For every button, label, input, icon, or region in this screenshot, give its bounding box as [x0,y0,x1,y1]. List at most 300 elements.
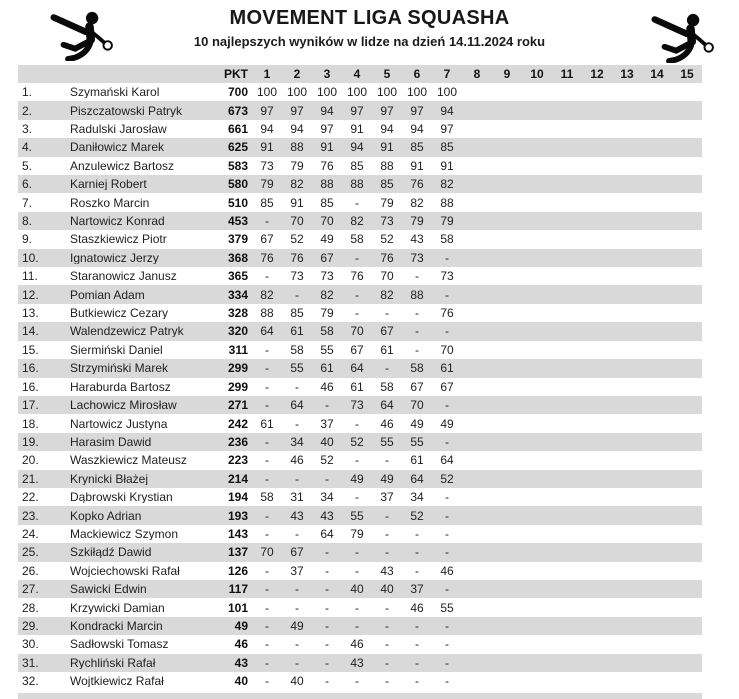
score-cell: - [295,526,299,541]
score-cell: 43 [380,563,394,578]
score-cell: - [415,342,419,357]
pkt-cell: 46 [234,637,248,652]
score-cell: 88 [380,158,394,173]
score-cell: 31 [290,490,304,505]
pkt-cell: 194 [227,490,248,505]
rank-cell: 21. [22,471,39,486]
score-cell: 91 [380,140,394,155]
rank-cell: 11. [22,269,38,284]
score-cell: - [445,287,449,302]
score-cell: 67 [440,379,454,394]
score-cell: 70 [320,214,334,229]
player-name-cell: Szymański Karol [70,86,160,99]
score-cell: 73 [350,398,364,413]
rank-cell: 16. [22,361,39,376]
rank-cell: 28. [22,600,39,615]
score-cell: - [265,637,269,652]
score-cell: 55 [320,342,334,357]
player-name-cell: Nartowicz Konrad [70,215,165,228]
pkt-cell: 137 [227,545,248,560]
score-cell: - [265,582,269,597]
score-cell: 34 [410,490,424,505]
score-cell: 40 [380,582,394,597]
score-cell: 97 [320,122,334,137]
rank-cell: 18. [22,416,39,431]
score-cell: 94 [380,122,394,137]
score-cell: 82 [380,287,394,302]
rank-cell: 20. [22,453,39,468]
rank-cell: 7. [22,195,33,210]
header-round-11-cell: 11 [560,67,574,81]
score-cell: 73 [320,269,334,284]
header-round-14-cell: 14 [650,67,664,81]
score-cell: - [265,600,269,615]
rank-cell: 9. [22,232,33,247]
player-name-cell: Anzulewicz Bartosz [70,159,175,172]
pkt-cell: 126 [227,563,248,578]
rank-cell: 2. [22,103,33,118]
score-cell: - [385,526,389,541]
table-row [18,83,702,101]
table-row [18,267,702,285]
rank-cell: 30. [22,637,39,652]
player-name-cell: Daniłowicz Marek [70,141,165,154]
score-cell: - [265,453,269,468]
score-cell: 37 [320,416,334,431]
score-cell: - [265,434,269,449]
score-cell: - [265,379,269,394]
score-cell: 64 [410,471,424,486]
player-name-cell: Wojtkiewicz Rafał [70,675,164,688]
score-cell: - [445,398,449,413]
score-cell: - [295,379,299,394]
pkt-cell: 700 [227,85,248,100]
header-round-8-cell: 8 [473,67,481,81]
player-name-cell: Karniej Robert [70,178,147,191]
score-cell: - [415,674,419,689]
pkt-cell: 625 [227,140,248,155]
table-row [18,193,702,211]
header-round-13-cell: 13 [620,67,634,81]
score-cell: - [445,655,449,670]
score-cell: 64 [260,324,274,339]
score-cell: 82 [320,287,334,302]
score-cell: 97 [440,122,454,137]
score-cell: 40 [320,434,334,449]
rank-cell: 15. [22,342,39,357]
header-round-4-cell: 4 [353,67,361,81]
pkt-cell: 299 [227,361,248,376]
league-table [18,65,702,699]
table-header-row [18,65,702,83]
table-row [18,378,702,396]
score-cell: 70 [350,324,364,339]
score-cell: - [355,490,359,505]
score-cell: 67 [380,324,394,339]
score-cell: - [325,600,329,615]
score-cell: 46 [410,600,424,615]
score-cell: - [355,600,359,615]
pkt-cell: 328 [227,306,248,321]
score-cell: - [415,269,419,284]
score-cell: 64 [290,398,304,413]
pkt-cell: 143 [227,526,248,541]
score-cell: 70 [260,545,274,560]
rank-cell: 19. [22,434,39,449]
score-cell: 67 [350,342,364,357]
score-cell: 94 [320,103,334,118]
score-cell: - [355,195,359,210]
score-cell: 76 [350,269,364,284]
rank-cell: 10. [22,250,39,265]
score-cell: 88 [320,177,334,192]
table-row [18,617,702,635]
rank-cell: 27. [22,582,39,597]
header-round-15-cell: 15 [680,67,694,81]
pkt-cell: 673 [227,103,248,118]
score-cell: 70 [290,214,304,229]
player-name-cell: Wojciechowski Rafał [70,564,180,577]
score-cell: 91 [410,158,424,173]
score-cell: 55 [290,361,304,376]
score-cell: - [325,398,329,413]
score-cell: 76 [290,250,304,265]
score-cell: 52 [410,508,424,523]
score-cell: - [265,655,269,670]
pkt-cell: 320 [227,324,248,339]
score-cell: - [325,582,329,597]
score-cell: 73 [410,250,424,265]
player-name-cell: Pomian Adam [70,288,145,301]
score-cell: 94 [350,140,364,155]
score-cell: 49 [320,232,334,247]
score-cell: 58 [440,232,454,247]
pkt-cell: 311 [228,342,248,357]
score-cell: 64 [440,453,454,468]
table-row [18,488,702,506]
header-pkt-cell: PKT [224,67,248,81]
score-cell: - [385,453,389,468]
table-row [18,470,702,488]
score-cell: - [355,618,359,633]
player-name-cell: Siermiński Daniel [70,343,163,356]
player-name-cell: Waszkiewicz Mateusz [70,454,187,467]
pkt-cell: 583 [227,158,248,173]
score-cell: 58 [290,342,304,357]
score-cell: 85 [320,195,334,210]
player-name-cell: Strzymiński Marek [70,362,169,375]
rank-cell: 26. [22,563,39,578]
score-cell: - [415,618,419,633]
score-cell: - [265,508,269,523]
rank-cell: 13. [22,306,39,321]
table-body [18,83,702,690]
player-name-cell: Szkiłądź Dawid [70,546,152,559]
header-round-5-cell: 5 [383,67,391,81]
pkt-cell: 117 [228,582,248,597]
score-cell: - [265,674,269,689]
score-cell: - [265,526,269,541]
table-row [18,598,702,616]
score-cell: - [325,674,329,689]
player-name-cell: Walendzewicz Patryk [70,325,184,338]
score-cell: 52 [440,471,454,486]
partial-row-stripe [18,693,702,699]
score-cell: - [265,342,269,357]
player-name-cell: Rychliński Rafał [70,656,156,669]
score-cell: 85 [350,158,364,173]
score-cell: - [265,563,269,578]
player-name-cell: Butkiewicz Cezary [70,307,169,320]
player-name-cell: Lachowicz Mirosław [70,399,177,412]
score-cell: 37 [410,582,424,597]
table-row [18,635,702,653]
score-cell: - [385,508,389,523]
score-cell: 88 [290,140,304,155]
score-cell: 67 [290,545,304,560]
score-cell: 46 [290,453,304,468]
score-cell: 82 [290,177,304,192]
score-cell: 55 [380,434,394,449]
pkt-cell: 661 [227,122,248,137]
score-cell: 82 [260,287,274,302]
score-cell: - [355,674,359,689]
pkt-cell: 101 [227,600,248,615]
score-cell: - [265,471,269,486]
score-cell: 49 [290,618,304,633]
score-cell: - [355,563,359,578]
score-cell: - [325,545,329,560]
score-cell: 37 [380,490,394,505]
rank-cell: 5. [22,158,33,173]
header-round-9-cell: 9 [503,67,511,81]
score-cell: - [415,526,419,541]
pkt-cell: 299 [227,379,248,394]
player-name-cell: Staranowicz Janusz [70,270,177,283]
score-cell: - [265,618,269,633]
page-subtitle: 10 najlepszych wyników w lidze na dzień 14.11.2024 roku [193,34,546,49]
table-row [18,433,702,451]
score-cell: - [445,637,449,652]
pkt-cell: 193 [227,508,248,523]
score-cell: 70 [410,398,424,413]
score-cell: 37 [290,563,304,578]
score-cell: 73 [260,158,274,173]
score-cell: 88 [440,195,454,210]
score-cell: - [325,563,329,578]
score-cell: - [385,618,389,633]
score-cell: 100 [346,85,368,100]
score-cell: 79 [350,526,364,541]
table-row [18,138,702,156]
player-name-cell: Nartowicz Justyna [70,417,168,430]
score-cell: 40 [290,674,304,689]
score-cell: 67 [410,379,424,394]
score-cell: - [265,269,269,284]
score-cell: 73 [440,269,454,284]
player-name-cell: Haraburda Bartosz [70,380,171,393]
rank-cell: 12. [22,287,39,302]
score-cell: 58 [260,490,274,505]
score-cell: - [355,545,359,560]
score-cell: - [445,545,449,560]
table-row [18,285,702,303]
pkt-cell: 223 [227,453,248,468]
table-row [18,543,702,561]
score-cell: 91 [260,140,274,155]
score-cell: 49 [440,416,454,431]
score-cell: 85 [260,195,274,210]
score-cell: 52 [380,232,394,247]
rank-cell: 1. [22,85,33,100]
table-row [18,304,702,322]
score-cell: 64 [380,398,394,413]
score-cell: 49 [410,416,424,431]
score-cell: - [265,214,269,229]
score-cell: 91 [350,122,364,137]
pkt-cell: 43 [234,655,248,670]
header-round-1-cell: 1 [263,67,271,81]
score-cell: 73 [380,214,394,229]
score-cell: 79 [320,306,334,321]
score-cell: 67 [320,250,334,265]
score-cell: 67 [260,232,274,247]
score-cell: - [355,306,359,321]
pkt-cell: 334 [227,287,248,302]
score-cell: 79 [290,158,304,173]
score-cell: 85 [290,306,304,321]
player-name-cell: Kopko Adrian [70,509,142,522]
score-cell: - [265,361,269,376]
score-cell: - [445,582,449,597]
score-cell: 52 [350,434,364,449]
player-name-cell: Ignatowicz Jerzy [70,251,159,264]
score-cell: 61 [260,416,274,431]
score-cell: 79 [410,214,424,229]
score-cell: - [295,471,299,486]
pkt-cell: 379 [227,232,248,247]
score-cell: - [415,545,419,560]
player-name-cell: Kondracki Marcin [70,619,163,632]
score-cell: 82 [440,177,454,192]
score-cell: 79 [380,195,394,210]
score-cell: 46 [440,563,454,578]
score-cell: 97 [260,103,274,118]
rank-cell: 17. [22,398,39,413]
header-round-7-cell: 7 [443,67,451,81]
score-cell: - [445,526,449,541]
score-cell: - [325,618,329,633]
score-cell: 61 [440,361,454,376]
score-cell: - [265,398,269,413]
player-name-cell: Krzywicki Damian [70,601,165,614]
pkt-cell: 236 [227,434,248,449]
score-cell: 97 [410,103,424,118]
score-cell: 100 [406,85,428,100]
score-cell: - [415,306,419,321]
score-cell: - [355,453,359,468]
score-cell: 88 [260,306,274,321]
score-cell: 55 [350,508,364,523]
table-row [18,322,702,340]
table-row [18,672,702,690]
rank-cell: 6. [22,177,33,192]
score-cell: - [295,582,299,597]
pkt-cell: 242 [227,416,248,431]
pkt-cell: 453 [227,214,248,229]
pkt-cell: 49 [234,618,248,633]
rank-cell: 32. [22,674,39,689]
score-cell: - [415,637,419,652]
score-cell: - [385,306,389,321]
score-cell: 46 [350,637,364,652]
score-cell: - [325,471,329,486]
score-cell: 55 [410,434,424,449]
score-cell: - [445,508,449,523]
rank-cell: 14. [22,324,39,339]
player-name-cell: Sadłowski Tomasz [70,638,169,651]
table-row [18,359,702,377]
header-round-3-cell: 3 [323,67,331,81]
header-round-6-cell: 6 [413,67,421,81]
score-cell: 76 [260,250,274,265]
rank-cell: 3. [22,122,33,137]
table-row [18,654,702,672]
table-row [18,157,702,175]
rank-cell: 31. [22,655,39,670]
score-cell: 61 [350,379,364,394]
rank-cell: 24. [22,526,39,541]
score-cell: - [385,637,389,652]
score-cell: 55 [440,600,454,615]
table-row [18,562,702,580]
score-cell: 100 [286,85,308,100]
score-cell: 61 [380,342,394,357]
score-cell: - [415,324,419,339]
score-cell: 61 [320,361,334,376]
score-cell: 100 [376,85,398,100]
header-round-10-cell: 10 [530,67,544,81]
score-cell: 76 [440,306,454,321]
score-cell: 43 [350,655,364,670]
score-cell: - [295,287,299,302]
score-cell: 43 [320,508,334,523]
score-cell: 61 [410,453,424,468]
table-row [18,101,702,119]
score-cell: - [355,416,359,431]
table-row [18,414,702,432]
score-cell: 97 [290,103,304,118]
rank-cell: 8. [22,214,33,229]
score-cell: 88 [350,177,364,192]
score-cell: 49 [380,471,394,486]
score-cell: 70 [440,342,454,357]
player-name-cell: Radulski Jarosław [70,123,167,136]
score-cell: 73 [290,269,304,284]
score-cell: 94 [440,103,454,118]
score-cell: 100 [316,85,338,100]
rank-cell: 23. [22,508,39,523]
score-cell: - [445,250,449,265]
pkt-cell: 368 [227,250,248,265]
score-cell: - [385,361,389,376]
score-cell: - [415,563,419,578]
page-title: MOVEMENT LIGA SQUASHA [229,7,510,29]
score-cell: 49 [350,471,364,486]
table-row [18,212,702,230]
score-cell: - [325,655,329,670]
score-cell: 85 [410,140,424,155]
